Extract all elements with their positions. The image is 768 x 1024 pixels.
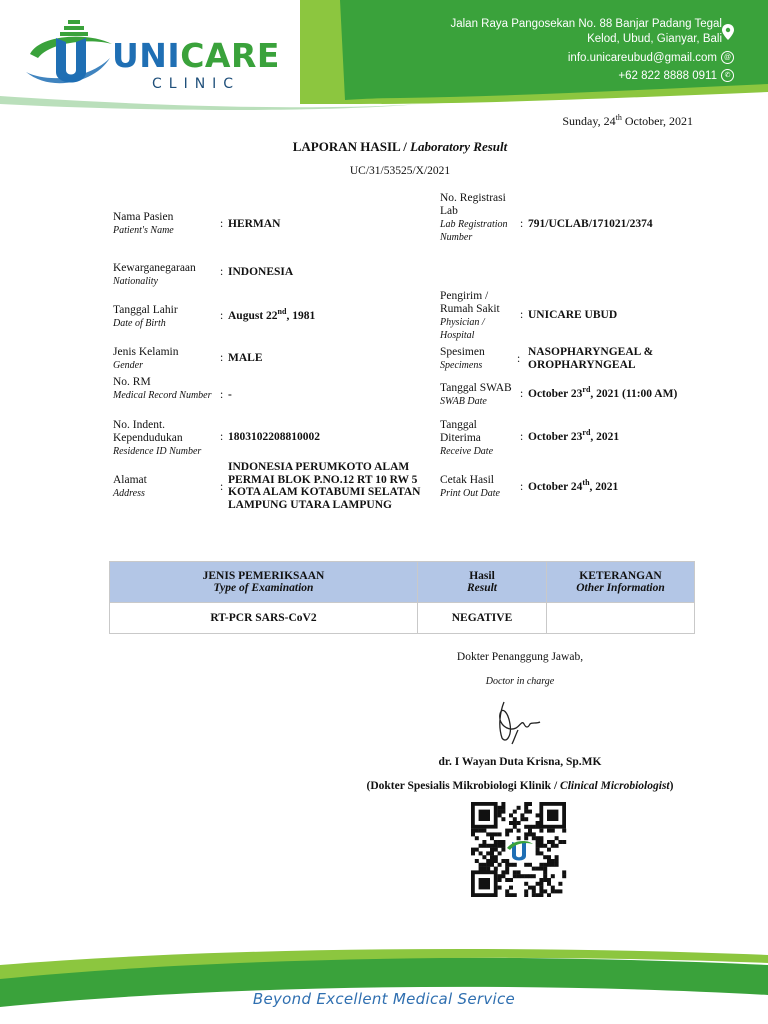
address-line-2: Kelod, Ubud, Gianyar, Bali <box>587 33 722 45</box>
email-icon: @ <box>721 51 734 64</box>
report-title <box>0 139 768 155</box>
location-pin-icon <box>722 24 734 40</box>
nationality-label <box>113 262 223 288</box>
header-other-info <box>547 562 695 603</box>
doctor-role-en: Clinical Microbiologist <box>560 780 670 792</box>
print-date <box>528 478 728 494</box>
residence-id-label-en: Residence ID Number <box>113 446 202 457</box>
swab-date-day: October 23 <box>528 388 583 400</box>
address-label <box>113 474 213 500</box>
swab-date-label-id: Tanggal SWAB <box>440 382 512 394</box>
footer-slogan: Beyond Excellent Medical Service <box>252 990 516 1008</box>
clinic-logo <box>20 14 115 94</box>
exam-info <box>547 603 695 634</box>
receive-date-rest: , 2021 <box>590 431 620 443</box>
medical-record-label-id: No. RM <box>113 376 151 388</box>
print-date-label <box>440 474 520 500</box>
clinic-email: info.unicareubud@gmail.com <box>567 51 717 64</box>
residence-id-number: 1803102208810002 <box>228 431 320 443</box>
lab-registration-label <box>440 192 510 244</box>
print-date-suffix: th <box>582 478 590 488</box>
report-date-day: Sunday, 24 <box>562 114 616 128</box>
header-other-info-id: KETERANGAN <box>579 570 662 582</box>
report-date <box>562 114 693 129</box>
print-date-label-id: Cetak Hasil <box>440 474 494 486</box>
sender-label <box>440 290 510 342</box>
address-label-id: Alamat <box>113 474 147 486</box>
nationality-label-id: Kewarganegaraan <box>113 262 196 274</box>
exam-result: NEGATIVE <box>418 603 547 634</box>
doctor-role-id: (Dokter Spesialis Mikrobiologi Klinik / <box>366 780 561 792</box>
print-date-label-en: Print Out Date <box>440 488 500 499</box>
swab-date-label <box>440 382 520 408</box>
phone-icon: ✆ <box>721 69 734 82</box>
table-row <box>110 603 695 634</box>
doctor-in-charge-title: Dokter Penanggung Jawab, <box>456 651 584 663</box>
print-date-day: October 24 <box>528 481 583 493</box>
doctor-name: dr. I Wayan Duta Krisna, Sp.MK <box>438 756 602 768</box>
result-table-header <box>110 562 695 603</box>
lab-registration-label-id: No. Registrasi Lab <box>440 192 506 217</box>
address-line-1: Jalan Raya Pangosekan No. 88 Banjar Padang Tegal <box>450 18 722 30</box>
qr-code <box>471 802 571 897</box>
dob-label-en: Date of Birth <box>113 318 166 329</box>
lab-registration-label-en: Lab Registration Number <box>440 219 508 243</box>
footer-banner <box>0 935 768 1024</box>
patient-address: INDONESIA PERUMKOTO ALAM PERMAI BLOK P.NO.12 RT 10 RW 5 KOTA ALAM KOTABUMI SELATAN LAMPUNG UTARA LAMPUNG <box>228 461 421 511</box>
brand-name <box>112 36 280 75</box>
swab-date <box>528 385 728 401</box>
header-result-id: Hasil <box>469 570 495 582</box>
doctor-signature <box>490 698 550 746</box>
receive-date-label-en: Receive Date <box>440 446 494 457</box>
specimen-type: NASOPHARYNGEAL & OROPHARYNGEAL <box>528 346 654 371</box>
header-other-info-en: Other Information <box>576 582 665 594</box>
address-label-en: Address <box>113 488 145 499</box>
gender-label-id: Jenis Kelamin <box>113 346 179 358</box>
patient-name-label <box>113 211 213 237</box>
dob-day: August 22 <box>228 310 278 322</box>
sender-hospital: UNICARE UBUD <box>528 309 618 321</box>
swab-date-rest: , 2021 (11:00 AM) <box>590 388 678 400</box>
sender-label-en: Physician / Hospital <box>440 317 485 341</box>
dob-year: , 1981 <box>286 310 316 322</box>
dob-label <box>113 304 213 330</box>
report-date-suffix: th <box>615 113 622 122</box>
gender-label-en: Gender <box>113 360 143 371</box>
medical-record-label-en: Medical Record Number <box>113 390 212 401</box>
header-result <box>418 562 547 603</box>
header-result-en: Result <box>466 582 498 594</box>
report-title-en: Laboratory Result <box>410 139 508 154</box>
gender-label <box>113 346 213 372</box>
date-of-birth <box>228 307 428 323</box>
swab-date-label-en: SWAB Date <box>440 396 487 407</box>
medical-record-label <box>113 376 213 402</box>
print-date-rest: , 2021 <box>589 481 619 493</box>
receive-date-suffix: rd <box>582 428 591 438</box>
swab-date-suffix: rd <box>582 385 591 395</box>
receive-date <box>528 428 728 444</box>
receive-date-label-id: Tanggal Diterima <box>440 419 481 444</box>
sender-label-id: Pengirim / Rumah Sakit <box>440 290 500 315</box>
header-exam-type <box>110 562 418 603</box>
patient-name-label-en: Patient's Name <box>113 225 174 236</box>
doctor-role-close: ) <box>669 780 674 792</box>
clinic-email-row <box>568 51 734 64</box>
patient-name: HERMAN <box>228 218 281 230</box>
lab-registration-number: 791/UCLAB/171021/2374 <box>528 218 653 230</box>
patient-name-label-id: Nama Pasien <box>113 211 174 223</box>
specimen-label-en: Specimens <box>440 360 483 371</box>
header-exam-type-id: JENIS PEMERIKSAAN <box>202 570 325 582</box>
brand-name-main: UNI <box>112 36 181 75</box>
doctor-role <box>320 780 720 792</box>
nationality: INDONESIA <box>228 266 294 278</box>
brand-subtitle: CLINIC <box>152 76 241 92</box>
document-number: UC/31/53525/X/2021 <box>349 165 451 177</box>
header-exam-type-en: Type of Examination <box>213 582 314 594</box>
clinic-address <box>392 17 722 47</box>
doctor-in-charge-title-en: Doctor in charge <box>485 676 555 687</box>
report-date-rest: October, 2021 <box>621 114 693 128</box>
dob-suffix: nd <box>277 307 287 317</box>
residence-id-label <box>113 419 218 458</box>
residence-id-label-id: No. Indent. Kependudukan <box>113 419 183 444</box>
exam-name: RT-PCR SARS-CoV2 <box>110 603 418 634</box>
report-title-id: LAPORAN HASIL / <box>292 139 411 154</box>
specimen-label-id: Spesimen <box>440 346 485 358</box>
receive-date-day: October 23 <box>528 431 583 443</box>
gender: MALE <box>228 352 263 364</box>
brand-name-accent: CARE <box>180 36 280 75</box>
clinic-phone-row <box>618 69 734 82</box>
dob-label-id: Tanggal Lahir <box>113 304 178 316</box>
nationality-label-en: Nationality <box>113 276 158 287</box>
receive-date-label <box>440 419 510 458</box>
specimen-label <box>440 346 510 372</box>
clinic-phone: +62 822 8888 0911 <box>618 69 717 82</box>
result-table <box>109 561 695 634</box>
medical-record-number: - <box>228 389 232 401</box>
